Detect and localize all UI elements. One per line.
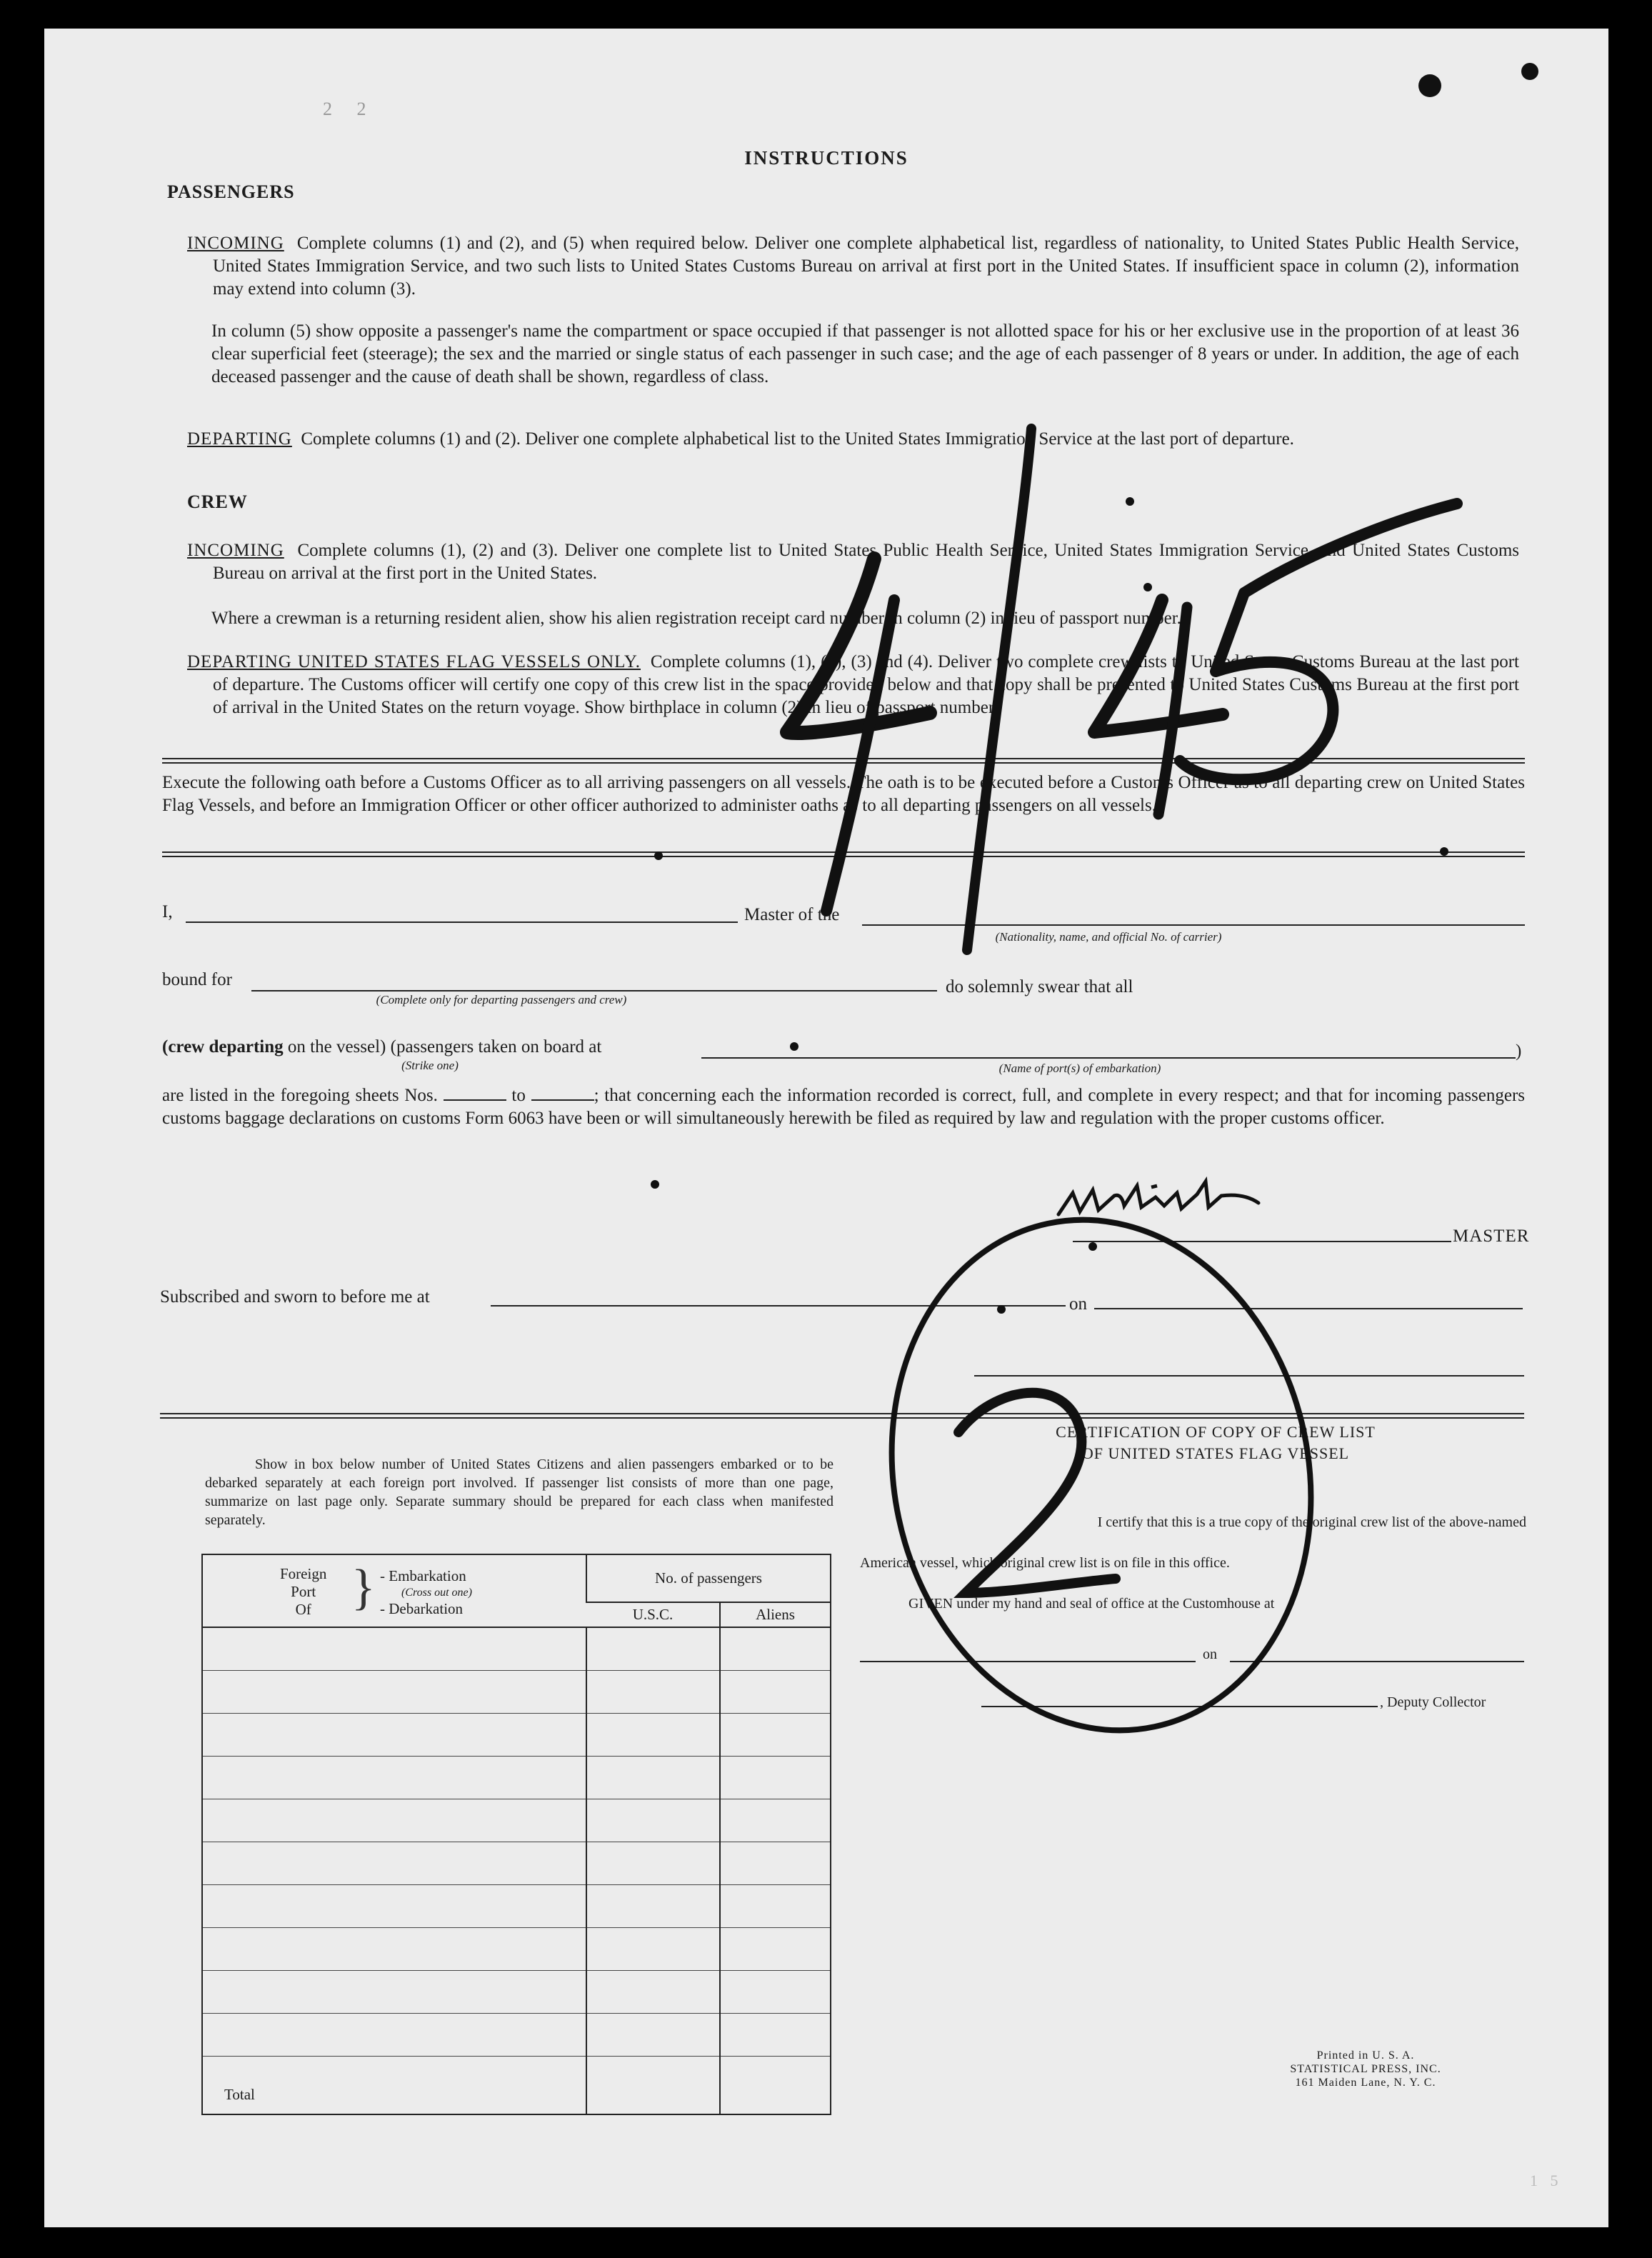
certification-heading-line1: CERTIFICATION OF COPY OF CREW LIST: [1056, 1423, 1376, 1441]
cross-out-caption: (Cross out one): [401, 1587, 472, 1599]
master-label: MASTER: [1453, 1227, 1530, 1246]
bound-for-label: bound for: [162, 970, 232, 989]
no-of-passengers-header: No. of passengers: [586, 1554, 831, 1602]
crew-incoming-lead: INCOMING: [187, 541, 284, 560]
brace-glyph: }: [351, 1560, 376, 1615]
total-label: Total: [202, 2056, 586, 2114]
sheets-rest: ; that concerning each the information recorded is correct, full, and complete in every respect; and that for incoming passengers customs baggage declarations on customs Form 6063 have been or will simultaneously herewith be filed as required by law and regulation with the proper customs officer.: [162, 1086, 1526, 1128]
handwriting-overlay: [44, 29, 1608, 2227]
crew-departing-text: Complete columns (1), (2), (3) and (4). Deliver two complete crew lists to United States Customs Bureau at the last port of departure. The Customs officer will certify one copy of this crew list in the space provided below and that copy shall be presented to United States Customs Bureau at the first port of arrival in the United States on the return voyage. Show birthplace in column (2) in lieu of passport number.: [213, 652, 1519, 717]
oath-intro: Execute the following oath before a Customs Officer as to all arriving passengers on all vessels. The oath is to be executed before a Customs Officer as to all departing crew on United States Flag Vessels, and before an Immigration Officer or other officer authorized to administer oaths as to all departing passengers on all vessels.: [162, 773, 1525, 815]
american-vessel-line: American vessel, which original crew list is on file in this office.: [860, 1555, 1230, 1571]
crew-departing-lead: DEPARTING UNITED STATES FLAG VESSELS ONLY.: [187, 652, 641, 671]
oath-i-label: I,: [162, 902, 173, 921]
crew-incoming-text: Complete columns (1), (2) and (3). Deliver one complete list to United States Public Health Service, United States Immigration Service, and United States Customs Bureau on arrival at the first port in the United States.: [213, 541, 1520, 583]
aliens-header: Aliens: [720, 1602, 831, 1627]
printer-line2: STATISTICAL PRESS, INC.: [1290, 2063, 1441, 2075]
printer-line1: Printed in U. S. A.: [1316, 2049, 1415, 2062]
subscribed-label: Subscribed and sworn to before me at: [160, 1287, 430, 1307]
complete-only-caption: (Complete only for departing passengers and crew): [376, 993, 627, 1006]
passengers-incoming-text: Complete columns (1) and (2), and (5) when required below. Deliver one complete alphabetical list, regardless of nationality, to United States Public Health Service, United States Immigration Service, and two such lists to United States Customs Bureau on arrival at first port in the United States. If insufficient space in column (2), information may extend into column (3).: [213, 234, 1520, 299]
usc-header: U.S.C.: [586, 1602, 720, 1627]
passengers-departing-lead: DEPARTING: [187, 429, 292, 449]
passengers-heading: PASSENGERS: [167, 181, 295, 202]
embarkation-option[interactable]: - Embarkation: [380, 1567, 466, 1584]
corner-mark: 1 5: [1530, 2172, 1563, 2189]
sheets-to-label: to: [511, 1086, 526, 1105]
crew-resident-paragraph: Where a crewman is a returning resident alien, show his alien registration receipt card number in column (2) in lieu of passport number.: [211, 609, 1181, 628]
port-label: Port: [291, 1583, 316, 1600]
passengers-option[interactable]: on the vessel) (passengers taken on board at: [287, 1037, 602, 1056]
circled-number-drawing: [845, 1181, 1357, 1770]
of-label: Of: [295, 1601, 311, 1618]
subscribed-on-label: on: [1069, 1294, 1087, 1314]
debarkation-option[interactable]: - Debarkation: [380, 1600, 464, 1617]
ports-caption: (Name of port(s) of embarkation): [998, 1061, 1161, 1075]
certify-line: I certify that this is a true copy of the original crew list of the above-named: [1097, 1514, 1526, 1530]
form-page: [44, 29, 1608, 2227]
instructions-title: INSTRUCTIONS: [744, 147, 908, 169]
certification-heading-line2: OF UNITED STATES FLAG VESSEL: [1081, 1444, 1350, 1462]
crew-departing-option[interactable]: (crew departing: [162, 1037, 284, 1056]
passengers-departing-text: Complete columns (1) and (2). Deliver one complete alphabetical list to the United States Immigration Service at the last port of departure.: [301, 429, 1294, 449]
master-of-the-label: Master of the: [744, 905, 840, 924]
handwritten-number: [787, 429, 1457, 950]
stray-marks: [651, 63, 1538, 1314]
passengers-column5-paragraph: In column (5) show opposite a passenger's name the compartment or space occupied if that passenger is not allotted space for his or her exclusive use in the proportion of at least 36 clear superficial feet (steerage); the sex and the married or single status of each passenger in such case; and the age of each passenger of 8 years or under. In addition, the age of each deceased passenger and the cause of death shall be shown, regardless of class.: [211, 321, 1519, 386]
strike-one-caption: (Strike one): [401, 1059, 459, 1072]
given-line: GIVEN under my hand and seal of office at the Customhouse at: [908, 1596, 1275, 1612]
page-number-mark: 2 2: [323, 99, 376, 119]
nationality-caption: (Nationality, name, and official No. of carrier): [995, 930, 1222, 944]
sheets-prefix: are listed in the foregoing sheets Nos.: [162, 1086, 438, 1105]
printer-line3: 161 Maiden Lane, N. Y. C.: [1295, 2077, 1436, 2089]
passengers-incoming-lead: INCOMING: [187, 234, 284, 253]
deputy-collector-label: , Deputy Collector: [1380, 1694, 1486, 1710]
foreign-label: Foreign: [280, 1565, 327, 1582]
close-paren: ): [1516, 1041, 1522, 1061]
solemnly-swear-label: do solemnly swear that all: [946, 977, 1133, 996]
summary-note: Show in box below number of United States Citizens and alien passengers embarked or to be debarked separately at each foreign port involved. If passenger list consists of more than one page, summarize on last page only. Separate summary should be prepared for each class when manifested separately.: [205, 1457, 833, 1528]
crew-heading: CREW: [187, 491, 248, 512]
certification-on-label: on: [1203, 1647, 1217, 1662]
